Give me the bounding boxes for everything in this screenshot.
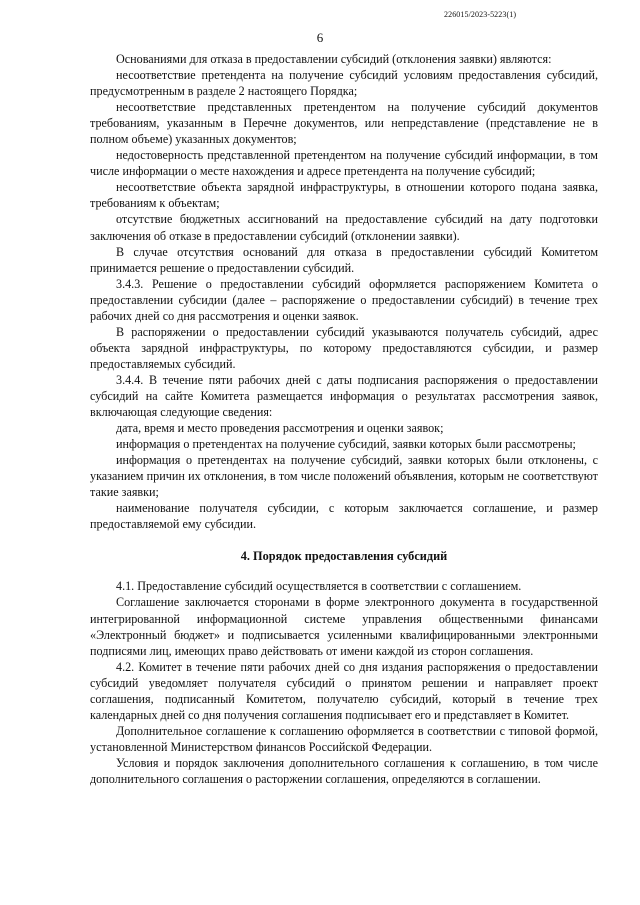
paragraph: дата, время и место проведения рассмотрения и оценки заявок; xyxy=(116,421,444,436)
document-number: 226015/2023-5223(1) xyxy=(444,10,517,19)
paragraph: В распоряжении о предоставлении субсидий указываются получатель субсидий, адрес объекта зарядной инфраструктуры, по которому предоставляются субсидии, и размер предоставляемых субсидий. xyxy=(90,324,598,371)
paragraph: несоответствие объекта зарядной инфраструктуры, в отношении которого подана заявка, требованиям к объектам; xyxy=(90,180,598,211)
paragraph: Соглашение заключается сторонами в форме электронного документа в государственной интегрированной информационной системе управления общественными финансами «Электронный бюджет» и подписывается усиленными квалифицированными электронными подписями лиц, имеющих право действовать от имени каждой из сторон соглашения. xyxy=(90,595,598,658)
section-title: 4. Порядок предоставления субсидий xyxy=(240,549,448,564)
paragraph: Дополнительное соглашение к соглашению оформляется в соответствии с типовой формой, установленной Министерством финансов Российской Федерации. xyxy=(90,723,598,754)
page-number: 6 xyxy=(316,30,324,45)
paragraph: недостоверность представленной претендентом на получение субсидий информации, в том числе информации о месте нахождения и адресе претендента на получение субсидий; xyxy=(90,148,598,179)
paragraph: 3.4.3. Решение о предоставлении субсидий оформляется распоряжением Комитета о предоставлении субсидии (далее – распоряжение о предоставлении субсидий) в течение трех рабочих дней со дня рассмотрения и оценки заявок. xyxy=(90,276,598,323)
paragraph: несоответствие представленных претендентом на получение субсидий документов требованиям, указанным в Перечне документов, или непредставление (представление не в полном объеме) указанных документов; xyxy=(90,100,598,147)
paragraph: наименование получателя субсидии, с которым заключается соглашение, и размер предоставляемой ему субсидии. xyxy=(90,501,598,532)
paragraph: информация о претендентах на получение субсидий, заявки которых были отклонены, с указанием причин их отклонения, в том числе положений объявления, которым не соответствуют такие заявки; xyxy=(90,453,598,500)
paragraph: отсутствие бюджетных ассигнований на предоставление субсидий на дату подготовки заключения об отказе в предоставлении субсидий (отклонении заявки). xyxy=(90,212,598,243)
paragraph: 3.4.4. В течение пяти рабочих дней с даты подписания распоряжения о предоставлении субсидий на сайте Комитета размещается информация о результатах рассмотрения заявок, включающая следующие сведения: xyxy=(90,372,598,420)
paragraph: Условия и порядок заключения дополнительного соглашения к соглашению, в том числе дополнительного соглашения о расторжении соглашения, определяются в соглашении. xyxy=(90,755,598,786)
paragraph: несоответствие претендента на получение субсидий условиям предоставления субсидий, предусмотренным в разделе 2 настоящего Порядка; xyxy=(90,68,598,99)
paragraph: 4.2. Комитет в течение пяти рабочих дней со дня издания распоряжения о предоставлении субсидий уведомляет получателя субсидий о принятом решении и направляет проект соглашения, подписанный Комитетом, получателю субсидий, который в течение трех календарных дней со дня получения соглашения подписывает его и представляет в Комитет. xyxy=(90,659,598,722)
paragraph: В случае отсутствия оснований для отказа в предоставлении субсидий Комитетом принимается решение о предоставлении субсидий. xyxy=(90,244,598,275)
paragraph: информация о претендентах на получение субсидий, заявки которых были рассмотрены; xyxy=(116,437,576,452)
document-body xyxy=(90,51,598,787)
paragraph: 4.1. Предоставление субсидий осуществляется в соответствии с соглашением. xyxy=(116,579,522,594)
paragraph: Основаниями для отказа в предоставлении субсидий (отклонения заявки) являются: xyxy=(116,52,552,66)
